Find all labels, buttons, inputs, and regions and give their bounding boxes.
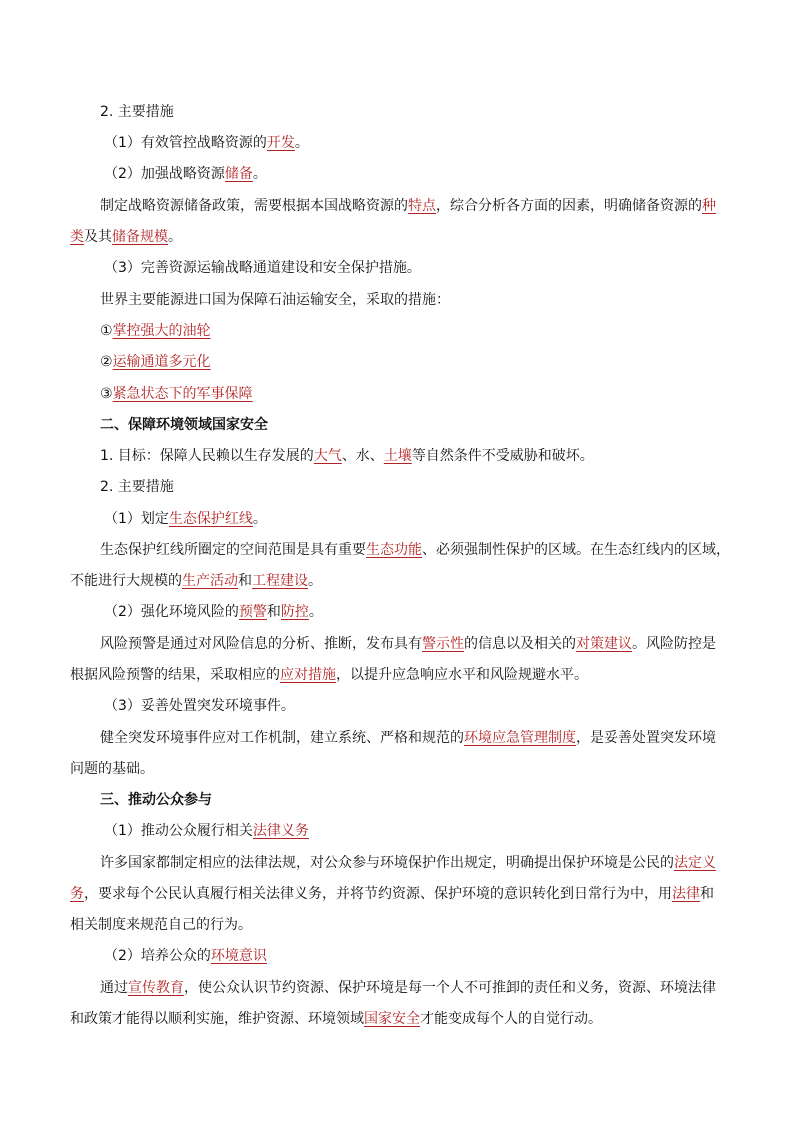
key-term: 掌控强大的油轮 <box>112 323 211 339</box>
key-term: 法定义 <box>674 855 716 871</box>
text-run: 许多国家都制定相应的法律法规，对公众参与环境保护作出规定，明确提出保护环境是公民的 <box>100 855 674 871</box>
key-term: 环境意识 <box>210 948 267 964</box>
text-run: 生态保护红线所圈定的空间范围是具有重要 <box>100 542 366 558</box>
text-run: ① <box>100 323 113 339</box>
text-run: （1）划定 <box>104 511 169 527</box>
text-run: 风险预警是通过对风险信息的分析、推断，发布具有 <box>100 636 422 652</box>
text-run: 。风险防控是 <box>632 636 716 652</box>
text-run: 。 <box>168 229 182 245</box>
text-run: ，以提升应急响应水平和风险规避水平。 <box>336 667 588 683</box>
text-run: 世界主要能源进口国为保障石油运输安全，采取的措施： <box>100 292 450 308</box>
text-run: （3）妥善处置突发环境事件。 <box>104 698 295 714</box>
text-run: 、水、 <box>341 448 384 464</box>
key-term: 类 <box>70 229 84 245</box>
text-run: 三、推动公众参与 <box>100 792 212 808</box>
section-heading <box>100 415 268 435</box>
text-run: 和 <box>700 886 714 902</box>
text-line <box>100 634 716 654</box>
text-line <box>104 133 309 153</box>
key-term: 宣传教育 <box>128 980 184 996</box>
section-heading <box>100 790 212 810</box>
text-line <box>104 602 323 622</box>
text-run: 。 <box>252 511 267 527</box>
text-run: 。 <box>308 604 323 620</box>
key-term: 警示性 <box>422 636 464 652</box>
text-run: 及其 <box>84 229 112 245</box>
key-term: 储备 <box>224 166 253 182</box>
text-line <box>104 258 421 278</box>
key-term: 生产活动 <box>182 573 238 589</box>
key-term: 工程建设 <box>252 573 308 589</box>
text-line <box>70 665 588 685</box>
text-run: （2）培养公众的 <box>104 948 211 964</box>
text-line <box>104 821 309 841</box>
key-term: 储备规模 <box>112 229 168 245</box>
key-term: 运输通道多元化 <box>112 354 211 370</box>
key-term: 法律义务 <box>252 823 309 839</box>
key-term: 对策建议 <box>576 636 632 652</box>
text-run: 、必须强制性保护的区域。在生态红线内的区域， <box>422 542 730 558</box>
text-run: 。 <box>252 166 267 182</box>
text-run: 相关制度来规范自己的行为。 <box>70 917 252 933</box>
text-line <box>100 728 716 748</box>
text-line <box>104 696 295 716</box>
key-term: 应对措施 <box>280 667 336 683</box>
text-line <box>100 352 211 372</box>
text-run: ② <box>100 354 113 370</box>
text-run: 2. 主要措施 <box>100 479 174 495</box>
text-line <box>70 227 182 247</box>
text-run: 健全突发环境事件应对工作机制，建立系统、严格和规范的 <box>100 730 464 746</box>
text-run: 二、保障环境领域国家安全 <box>100 417 268 433</box>
text-run: 。 <box>294 135 309 151</box>
key-term: 务 <box>70 886 84 902</box>
text-run: ，使公众认识节约资源、保护环境是每一个人不可推卸的责任和义务，资源、环境法律 <box>184 980 716 996</box>
text-line <box>100 477 174 497</box>
text-run: ③ <box>100 386 113 402</box>
text-run: 问题的基础。 <box>70 761 154 777</box>
text-line <box>104 164 267 184</box>
text-run: 的信息以及相关的 <box>464 636 576 652</box>
key-term: 国家安全 <box>364 1011 420 1027</box>
text-run: 2. 主要措施 <box>100 104 174 120</box>
text-run: 。 <box>308 573 322 589</box>
key-term: 土壤 <box>383 448 412 464</box>
text-run: 和 <box>238 573 252 589</box>
text-run: ，要求每个公民认真履行相关法律义务，并将节约资源、保护环境的意识转化到日常行为中，用 <box>84 886 672 902</box>
text-line <box>100 978 716 998</box>
text-line <box>70 884 714 904</box>
text-line <box>104 946 267 966</box>
text-line <box>100 384 253 404</box>
text-line <box>100 196 716 216</box>
key-term: 生态功能 <box>366 542 422 558</box>
text-line <box>70 1009 602 1029</box>
text-run: 制定战略资源储备政策，需要根据本国战略资源的 <box>100 198 408 214</box>
text-run: 和政策才能得以顺利实施，维护资源、环境领域 <box>70 1011 364 1027</box>
text-run: 和 <box>266 604 281 620</box>
key-term: 生态保护红线 <box>168 511 253 527</box>
text-line <box>100 102 174 122</box>
text-run: ，综合分析各方面的因素，明确储备资源的 <box>436 198 702 214</box>
key-term: 大气 <box>313 448 342 464</box>
text-run: 等自然条件不受威胁和破坏。 <box>411 448 594 464</box>
text-line <box>70 759 154 779</box>
text-run: 根据风险预警的结果，采取相应的 <box>70 667 280 683</box>
text-run: 通过 <box>100 980 128 996</box>
text-run: 1. 目标：保障人民赖以生存发展的 <box>100 448 314 464</box>
text-line <box>100 290 450 310</box>
text-line <box>104 509 267 529</box>
key-term: 法律 <box>672 886 700 902</box>
text-line <box>100 446 594 466</box>
text-line <box>70 571 322 591</box>
text-line <box>100 321 211 341</box>
text-run: （2）强化环境风险的 <box>104 604 239 620</box>
key-term: 种 <box>702 198 716 214</box>
key-term: 紧急状态下的军事保障 <box>112 386 253 402</box>
text-line <box>100 540 730 560</box>
text-run: （1）推动公众履行相关 <box>104 823 253 839</box>
text-line <box>100 853 716 873</box>
text-run: （1）有效管控战略资源的 <box>104 135 267 151</box>
key-term: 环境应急管理制度 <box>464 730 576 746</box>
text-run: （2）加强战略资源 <box>104 166 225 182</box>
text-run: 才能变成每个人的自觉行动。 <box>420 1011 602 1027</box>
text-run: 不能进行大规模的 <box>70 573 182 589</box>
key-term: 防控 <box>280 604 309 620</box>
text-run: （3）完善资源运输战略通道建设和安全保护措施。 <box>104 260 421 276</box>
key-term: 预警 <box>238 604 267 620</box>
key-term: 特点 <box>408 198 436 214</box>
text-run: ，是妥善处置突发环境 <box>576 730 716 746</box>
key-term: 开发 <box>266 135 295 151</box>
text-line <box>70 915 252 935</box>
